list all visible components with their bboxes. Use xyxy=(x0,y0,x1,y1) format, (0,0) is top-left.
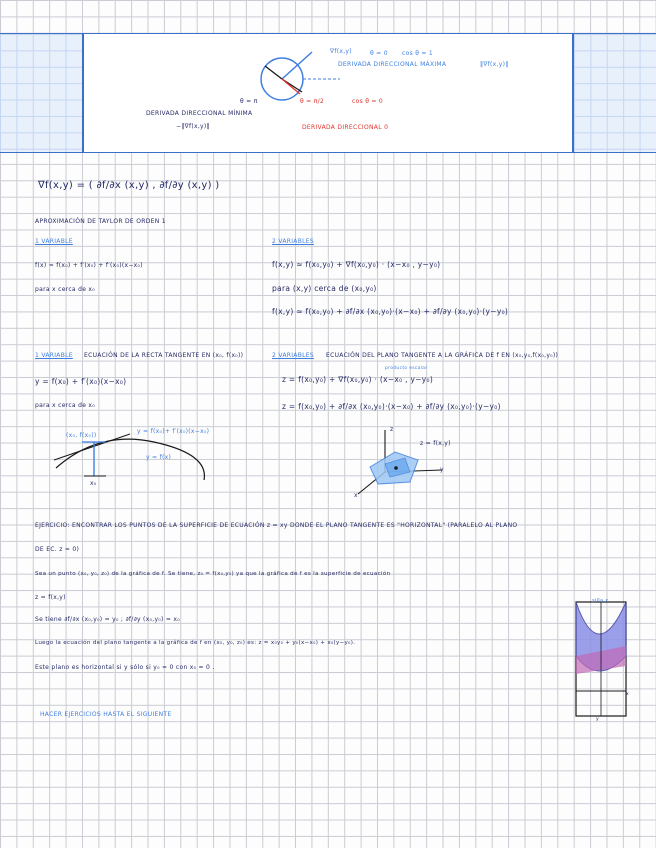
taylor-title: APROXIMACIÓN DE TAYLOR DE ORDEN 1 xyxy=(35,218,166,225)
taylor-two-var-formula-2: f(x,y) ≈ f(x₀,y₀) + ∂f/∂x (x₀,y₀)·(x−x₀) + ∂f/∂y (x₀,y₀)·(y−y₀) xyxy=(272,307,509,316)
exercise-title-cont: DE EC. z = 0) xyxy=(35,546,80,553)
taylor-two-var-note: para (x,y) cerca de (x₀,y₀) xyxy=(272,284,377,293)
tangent-line-formula: y = f(x₀) + f′(x₀)(x−x₀) xyxy=(35,377,127,386)
tangent-line-title: ECUACIÓN DE LA RECTA TANGENTE EN (x₀, f(x₀)) xyxy=(84,352,244,359)
taylor-two-var-formula-1: f(x,y) ≈ f(x₀,y₀) + ∇f(x₀,y₀) · (x−x₀ , y−y₀) xyxy=(272,260,441,269)
tangent-line-note: para x cerca de x₀ xyxy=(35,402,95,409)
banner-theta-zero: θ = 0 xyxy=(370,50,388,57)
banner-gradient-label: ∇f(x,y) xyxy=(330,48,352,55)
exercise-line-2: z = f(x,y) xyxy=(35,594,66,601)
footer-note: HACER EJERCICIOS HASTA EL SIGUIENTE xyxy=(40,711,172,718)
tangent-plane-title: ECUACIÓN DEL PLANO TANGENTE A LA GRÁFICA DE f EN (x₀,y₀,f(x₀,y₀)) xyxy=(326,352,559,359)
tangent-line-eq-label: y = f(x₀)+ f′(x₀)(x−x₀) xyxy=(137,428,210,435)
gradient-definition: ∇f(x,y) = ( ∂f/∂x (x,y) , ∂f/∂y (x,y) ) xyxy=(38,180,220,191)
curve-label: y = f(x) xyxy=(146,454,172,461)
banner-cos-zero: cos θ = 0 xyxy=(352,98,384,105)
saddle-surface-sketch xyxy=(572,596,632,720)
x0-label: x₀ xyxy=(90,480,97,487)
tangent-line-label: 1 VARIABLE xyxy=(35,352,73,359)
plane-z-axis: z xyxy=(390,426,394,433)
banner-max-value: ‖∇f(x,y)‖ xyxy=(480,61,509,68)
banner-min-value: −‖∇f(x,y)‖ xyxy=(176,123,210,130)
saddle-figure-label: silla x xyxy=(592,598,609,604)
exercise-title: EJERCICIO: ENCONTRAR LOS PUNTOS DE LA SUPERFICIE DE ECUACIÓN z = xy DONDE EL PLANO TANGENTE ES "HORIZONTAL" (PARALELO AL PLANO xyxy=(35,522,518,529)
tangent-plane-formula-2: z = f(x₀,y₀) + ∂f/∂x (x₀,y₀)·(x−x₀) + ∂f/∂y (x₀,y₀)·(y−y₀) xyxy=(282,402,501,411)
exercise-line-1: Sea un punto (x₀, y₀, z₀) de la gráfica de f. Se tiene, z₀ = f(x₀,y₀) ya que la gráfica de f es la superficie de ecuación xyxy=(35,571,391,577)
tangent-plane-formula-1: z = f(x₀,y₀) + ∇f(x₀,y₀) · (x−x₀ , y−y₀) xyxy=(282,375,434,384)
plane-x-axis: x xyxy=(354,492,358,499)
exercise-line-5: Este plano es horizontal si y sólo si y₀ = 0 con x₀ = 0 . xyxy=(35,664,215,671)
tangent-plane-annotation: producto escalar xyxy=(385,366,428,371)
exercise-line-4: Luego la ecuación del plano tangente a la gráfica de f en (x₀, y₀, z₀) es: z = x₀y₀ + y₀(x−x₀) + x₀(y−y₀). xyxy=(35,640,356,646)
tangent-point-label: (x₀, f(x₀)) xyxy=(66,432,97,439)
tangent-plane-label: 2 VARIABLES xyxy=(272,352,314,359)
banner-min-title: DERIVADA DIRECCIONAL MÍNIMA xyxy=(146,110,253,117)
tangent-plane-sketch xyxy=(350,422,460,502)
taylor-one-var-label: 1 VARIABLE xyxy=(35,238,73,245)
banner-max-title: DERIVADA DIRECCIONAL MÁXIMA xyxy=(338,61,447,68)
banner-zero-title: DERIVADA DIRECCIONAL 0 xyxy=(302,124,389,131)
taylor-one-var-formula: f(x) ≈ f(x₀) + f′(x₀) + f′(x₀)(x−x₀) xyxy=(35,262,143,269)
banner-theta-pi: θ = π xyxy=(240,98,258,105)
saddle-axis-label-1: x xyxy=(626,692,629,697)
plane-y-axis: y xyxy=(440,466,444,473)
plane-surface-label: z = f(x,y) xyxy=(420,440,451,447)
unit-circle-diagram xyxy=(0,34,656,152)
banner-theta-half: θ = π/2 xyxy=(300,98,325,105)
saddle-axis-label-2: y xyxy=(596,717,599,722)
taylor-one-var-note: para x cerca de x₀ xyxy=(35,286,95,293)
exercise-line-3: Se tiene ∂f/∂x (x₀,y₀) = y₀ ; ∂f/∂y (x₀,y₀) = x₀ xyxy=(35,616,180,623)
taylor-two-var-label: 2 VARIABLES xyxy=(272,238,314,245)
summary-banner xyxy=(0,33,656,153)
banner-cos-one: cos θ = 1 xyxy=(402,50,434,57)
